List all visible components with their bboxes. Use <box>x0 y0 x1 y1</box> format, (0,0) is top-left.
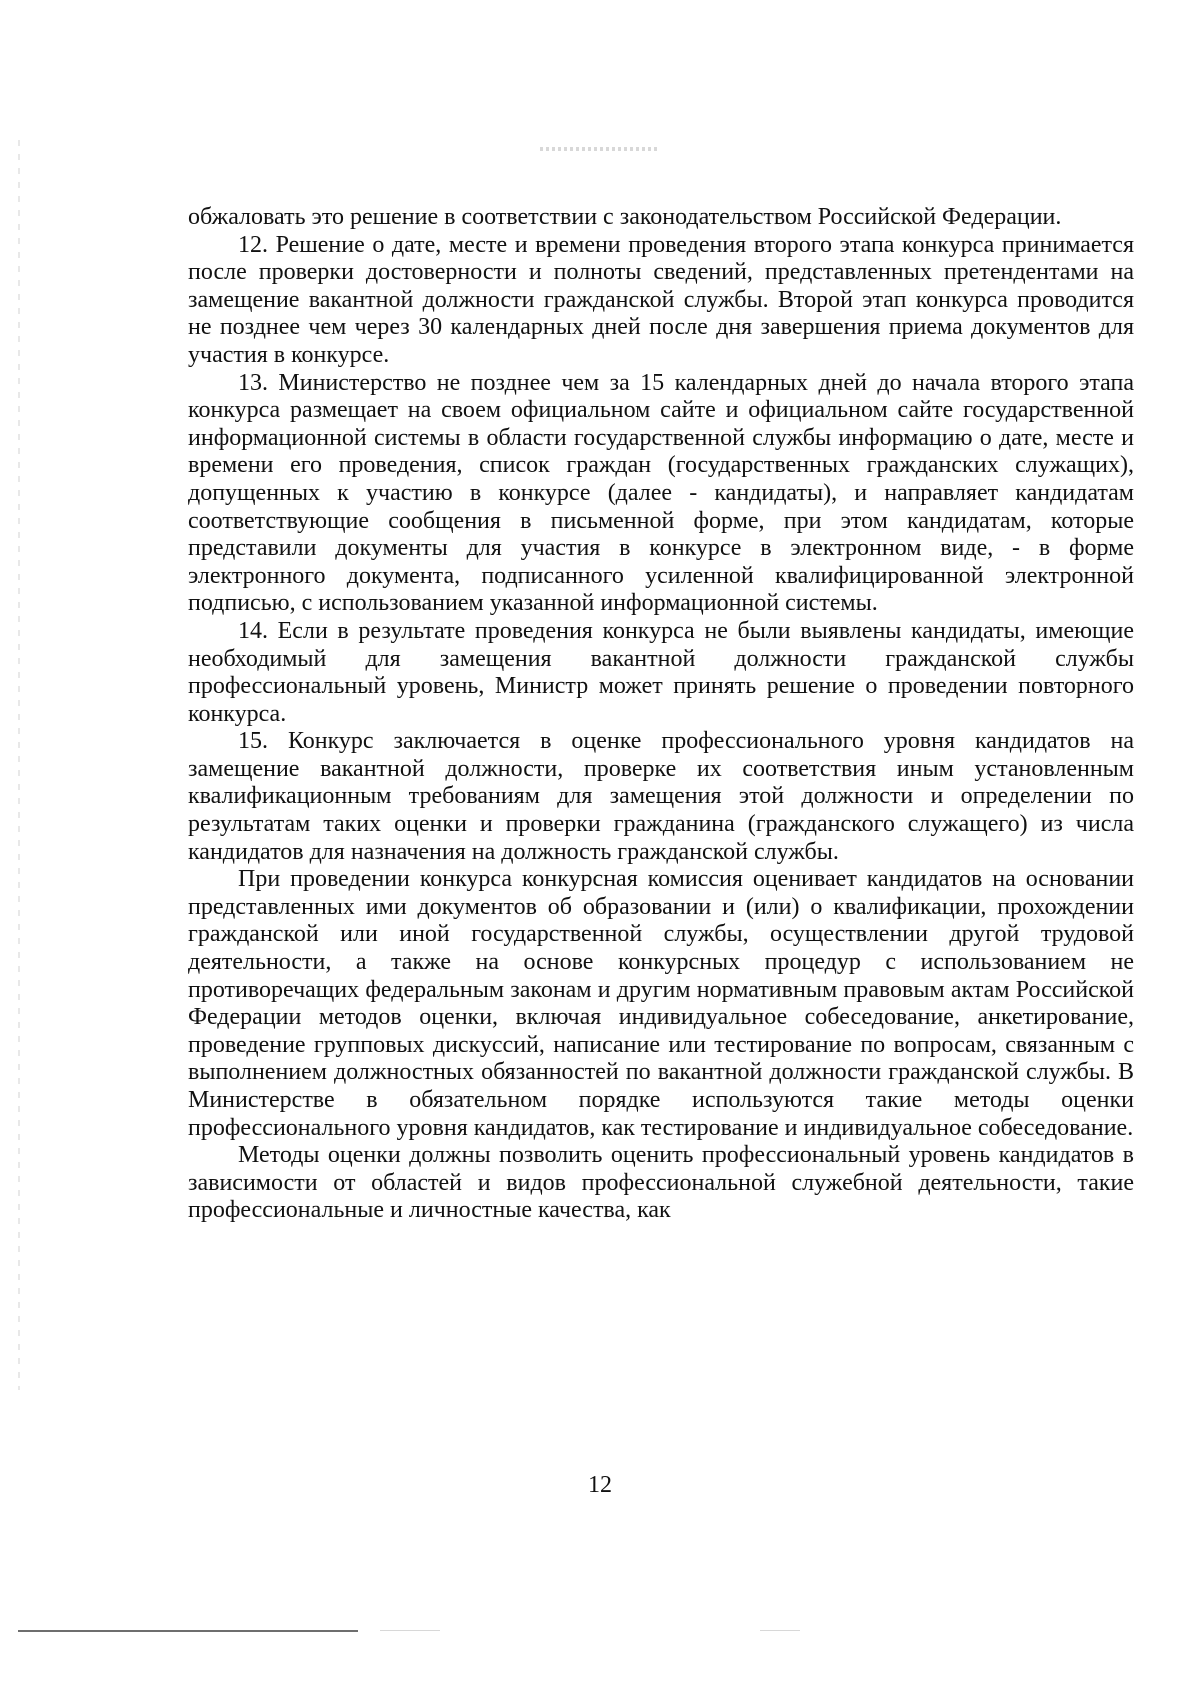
paragraph-item-15: 15. Конкурс заключается в оценке профессионального уровня кандидатов на замещение вакантной должности, проверке их соответствия иным установленным квалификационным требованиям для замещения этой должности и определении по результатам таких оценки и проверки гражданина (гражданского служащего) из числа кандидатов для назначения на должность гражданской службы. <box>188 728 1134 865</box>
footer-rule <box>18 1630 358 1632</box>
paragraph-item-12: 12. Решение о дате, месте и времени проведения второго этапа конкурса принимается после проверки достоверности и полноты сведений, представленных претендентами на замещение вакантной должности гражданской службы. Второй этап конкурса проводится не позднее чем через 30 календарных дней после дня завершения приема документов для участия в конкурсе. <box>188 231 1134 368</box>
footer-rule-fragment <box>760 1630 800 1631</box>
scan-artifact <box>540 147 660 151</box>
footer-rule-fragment <box>380 1630 440 1631</box>
document-body <box>188 204 1134 1225</box>
scan-edge-artifact <box>18 140 20 1390</box>
paragraph-evaluation: При проведении конкурса конкурсная комиссия оценивает кандидатов на основании представленных ими документов об образовании и (или) о квалификации, прохождении гражданской или иной государственной службы, осуществлении другой трудовой деятельности, а также на основе конкурсных процедур с использованием не противоречащих федеральным законам и другим нормативным правовым актам Российской Федерации методов оценки, включая индивидуальное собеседование, анкетирование, проведение групповых дискуссий, написание или тестирование по вопросам, связанным с выполнением должностных обязанностей по вакантной должности гражданской службы. В Министерстве в обязательном порядке используются такие методы оценки профессионального уровня кандидатов, как тестирование и индивидуальное собеседование. <box>188 866 1134 1141</box>
paragraph-continuation: обжаловать это решение в соответствии с законодательством Российской Федерации. <box>188 204 1062 230</box>
paragraph-item-13: 13. Министерство не позднее чем за 15 календарных дней до начала второго этапа конкурса размещает на своем официальном сайте и официальном сайте государственной информационной системы в области государственной службы информацию о дате, месте и времени его проведения, список граждан (государственных гражданских служащих), допущенных к участию в конкурсе (далее - кандидаты), и направляет кандидатам соответствующие сообщения в письменной форме, при этом кандидатам, которые представили документы для участия в конкурсе в электронном виде, - в форме электронного документа, подписанного усиленной квалифицированной электронной подписью, с использованием указанной информационной системы. <box>188 369 1134 617</box>
paragraph-item-14: 14. Если в результате проведения конкурса не были выявлены кандидаты, имеющие необходимый для замещения вакантной должности гражданской службы профессиональный уровень, Министр может принять решение о проведении повторного конкурса. <box>188 617 1134 727</box>
paragraph-methods: Методы оценки должны позволить оценить профессиональный уровень кандидатов в зависимости от областей и видов профессиональной служебной деятельности, такие профессиональные и личностные качества, как <box>188 1142 1134 1224</box>
page-number: 12 <box>588 1472 612 1498</box>
